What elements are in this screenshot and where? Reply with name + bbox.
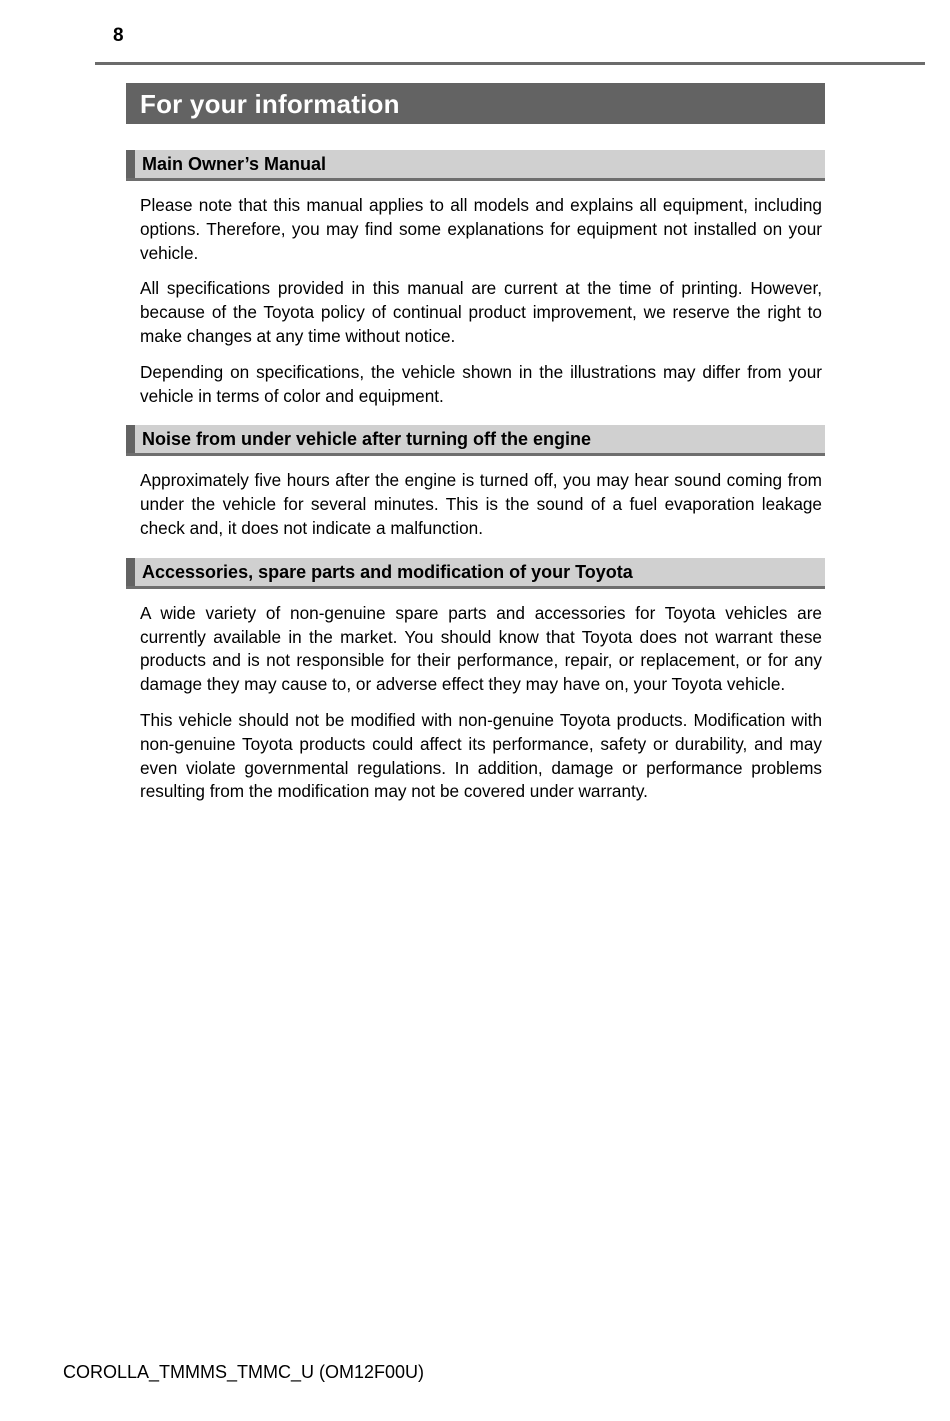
paragraph: This vehicle should not be modified with non-genuine Toyota products. Modification with non-genuine Toyota products could affect its performance, safety or durability, and may even violate governmental regulations. In addition, damage or performance problems resulting from the modification may not be covered under warranty.: [140, 709, 822, 802]
chapter-title: For your information: [140, 88, 400, 119]
section-heading: [126, 425, 825, 456]
section-heading: [126, 558, 825, 589]
paragraph: Please note that this manual applies to all models and explains all equipment, including options. Therefore, you may find some explanations for equipment not installed on your vehicle.: [140, 195, 822, 263]
section-accent-bar-icon: [126, 150, 135, 178]
section-heading: [126, 150, 825, 181]
section-noise-under-vehicle: [126, 425, 825, 540]
page-content: [126, 150, 825, 804]
page-number: 8: [113, 25, 124, 46]
paragraph: Approximately five hours after the engine is turned off, you may hear sound coming from under the vehicle for several minutes. This is the sound of a fuel evaporation leakage check and, it does not indicate a malfunction.: [140, 470, 822, 538]
section-accessories-spare-parts: [126, 558, 825, 804]
chapter-title-bar: [126, 83, 825, 124]
paragraph: Depending on specifications, the vehicle shown in the illustrations may differ from your vehicle in terms of color and equipment.: [140, 361, 822, 406]
paragraph: A wide variety of non-genuine spare parts and accessories for Toyota vehicles are currently available in the market. You should know that Toyota does not warrant these products and is not responsible for their performance, repair, or replacement, or for any damage they may cause to, or adverse effect they may have on, your Toyota vehicle.: [140, 602, 822, 695]
section-heading-label: Main Owner’s Manual: [142, 154, 327, 174]
paragraph: All specifications provided in this manual are current at the time of printing. However, because of the Toyota policy of continual product improvement, we reserve the right to make changes at any time without notice.: [140, 278, 822, 346]
section-heading-label: Accessories, spare parts and modification of your Toyota: [142, 561, 633, 582]
section-accent-bar-icon: [126, 558, 135, 586]
section-accent-bar-icon: [126, 425, 135, 453]
section-heading-label: Noise from under vehicle after turning off the engine: [142, 429, 592, 450]
section-main-owners-manual: [126, 150, 825, 408]
header-divider-rule: [95, 62, 925, 65]
footer-document-code: COROLLA_TMMMS_TMMC_U (OM12F00U): [63, 1362, 425, 1382]
